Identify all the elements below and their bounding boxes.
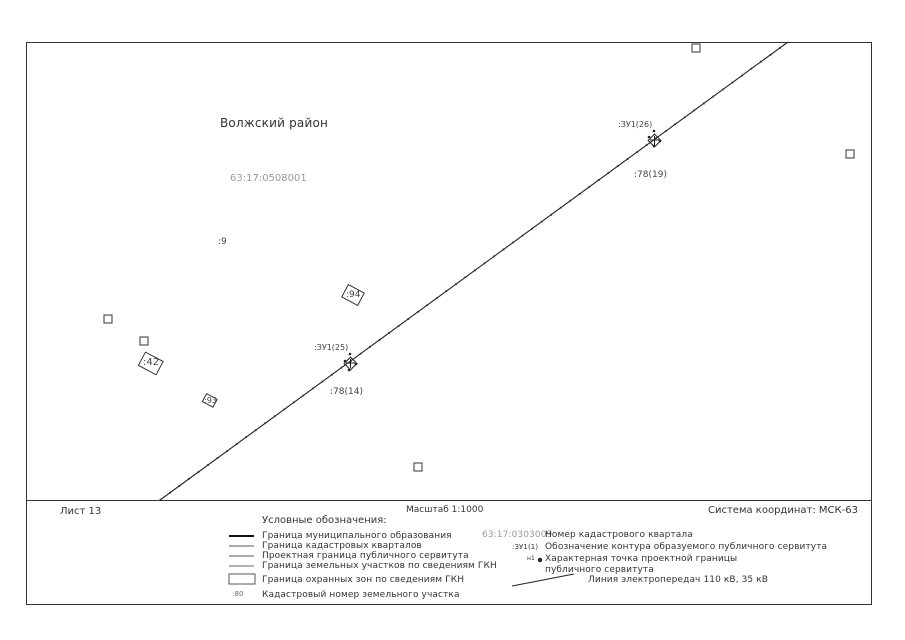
parcel-reference: :78(19) — [634, 170, 667, 180]
coordinate-system: Система координат: МСК-63 — [708, 505, 858, 516]
parcel-label: :9 — [218, 237, 227, 247]
region-name: Волжский район — [220, 116, 329, 130]
servitude-contour-26 — [648, 130, 662, 148]
legend-servitude-example: :ЗУ1(1) — [512, 543, 539, 551]
legend-quarter-example: 63:17:0303009 — [482, 530, 553, 540]
object-square — [104, 315, 112, 323]
sheet-number: Лист 13 — [60, 506, 102, 517]
servitude-label: :ЗУ1(25) — [314, 343, 349, 352]
object-square — [414, 463, 422, 471]
legend-item: Проектная граница публичного сервитута — [262, 551, 469, 561]
legend-item: Граница муниципального образования — [262, 531, 452, 541]
legend-point-label: Характерная точка проектной границы публичного сервитута — [545, 554, 738, 575]
object-square — [846, 150, 854, 158]
object-square — [692, 44, 700, 52]
legend-item: Граница земельных участков по сведениям ГКН — [262, 561, 497, 571]
legend-servitude-label: Обозначение контура образуемого публичного сервитута — [545, 542, 828, 552]
parcel-label: :42 — [143, 357, 160, 368]
servitude-label: :ЗУ1(26) — [618, 120, 653, 129]
map-scale: Масштаб 1:1000 — [406, 505, 484, 515]
object-square — [140, 337, 148, 345]
legend-title: Условные обозначения: — [262, 515, 387, 526]
legend-point-example: н1 — [527, 555, 535, 562]
legend-parcel-example: :80 — [232, 590, 244, 598]
legend-point-marker — [538, 558, 542, 562]
legend-quarter-label: Номер кадастрового квартала — [545, 530, 693, 540]
legend-powerline-label: Линия электропередач 110 кВ, 35 кВ — [588, 575, 769, 585]
parcel-label: :94 — [346, 290, 361, 300]
legend-item: Кадастровый номер земельного участка — [262, 590, 460, 600]
legend-sample-protection-zone — [229, 574, 255, 584]
legend-item: Граница охранных зон по сведениям ГКН — [262, 575, 465, 585]
legend-item: Граница кадастровых кварталов — [262, 541, 422, 551]
parcel-reference: :78(14) — [330, 387, 363, 397]
servitude-contour-25 — [344, 353, 358, 372]
parcel-label: :93 — [204, 396, 217, 405]
quarter-number: 63:17:0508001 — [230, 173, 307, 184]
